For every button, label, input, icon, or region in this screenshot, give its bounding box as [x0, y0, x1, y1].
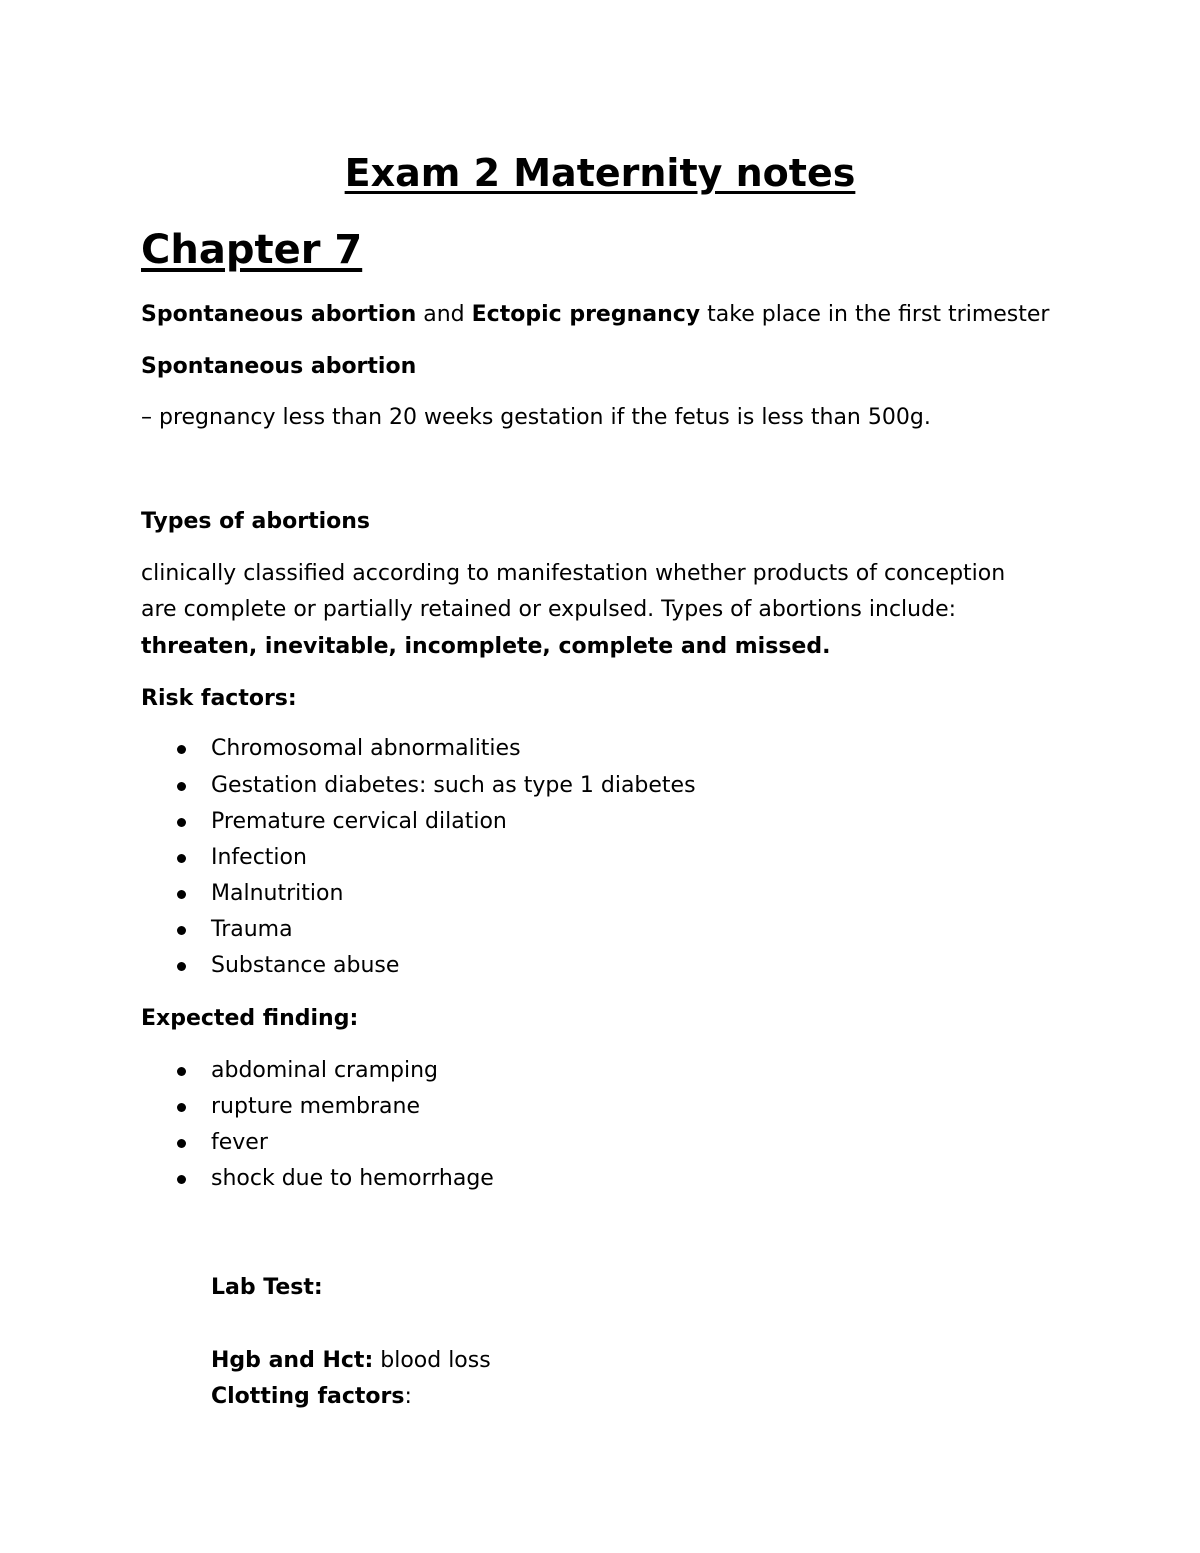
lab-clotting-label: Clotting factors — [211, 1384, 405, 1409]
types-list-period: . — [822, 634, 831, 659]
expected-finding-heading: Expected finding: — [141, 1006, 359, 1031]
list-item: Infection — [211, 843, 307, 873]
spontaneous-definition: – pregnancy less than 20 weeks gestation if the fetus is less than 500g. — [141, 405, 931, 430]
types-list-bold: threaten, inevitable, incomplete, complete and missed — [141, 634, 823, 659]
bullet-icon — [177, 1175, 186, 1184]
list-item: rupture membrane — [211, 1092, 420, 1122]
types-text-line-2: are complete or partially retained or expulsed. Types of abortions include: — [141, 597, 957, 622]
list-item: Trauma — [211, 915, 293, 945]
lab-test-heading: Lab Test: — [211, 1275, 323, 1300]
lab-clotting-colon: : — [404, 1384, 412, 1409]
document-title: Exam 2 Maternity notes — [344, 151, 856, 195]
intro-connector: and — [416, 302, 472, 327]
types-text-line-3 — [141, 632, 830, 662]
intro-rest: take place in the first trimester — [700, 302, 1050, 327]
intro-paragraph — [141, 300, 1049, 330]
lab-clotting — [211, 1382, 412, 1412]
bullet-icon — [177, 1067, 186, 1076]
spontaneous-heading: Spontaneous abortion — [141, 354, 417, 379]
list-item: Gestation diabetes: such as type 1 diabetes — [211, 771, 696, 801]
intro-term-spontaneous: Spontaneous abortion — [141, 302, 417, 327]
list-item: fever — [211, 1128, 268, 1158]
bullet-icon — [177, 745, 186, 754]
list-item: shock due to hemorrhage — [211, 1164, 494, 1194]
bullet-icon — [177, 926, 186, 935]
risk-factors-heading: Risk factors: — [141, 686, 297, 711]
bullet-icon — [177, 890, 186, 899]
list-item: abdominal cramping — [211, 1056, 438, 1086]
lab-hgb-label: Hgb and Hct: — [211, 1348, 374, 1373]
list-item: Chromosomal abnormalities — [211, 734, 521, 764]
bullet-icon — [177, 1103, 186, 1112]
lab-hgb-value: blood loss — [373, 1348, 491, 1373]
types-text-line-1: clinically classified according to manifestation whether products of conception — [141, 561, 1006, 586]
bullet-icon — [177, 782, 186, 791]
intro-term-ectopic: Ectopic pregnancy — [471, 302, 701, 327]
bullet-icon — [177, 818, 186, 827]
list-item: Substance abuse — [211, 951, 399, 981]
list-item: Malnutrition — [211, 879, 343, 909]
lab-hgb-hct — [211, 1346, 491, 1376]
bullet-icon — [177, 854, 186, 863]
chapter-heading: Chapter 7 — [141, 227, 363, 273]
bullet-icon — [177, 962, 186, 971]
bullet-icon — [177, 1139, 186, 1148]
types-heading: Types of abortions — [141, 509, 370, 534]
list-item: Premature cervical dilation — [211, 807, 507, 837]
